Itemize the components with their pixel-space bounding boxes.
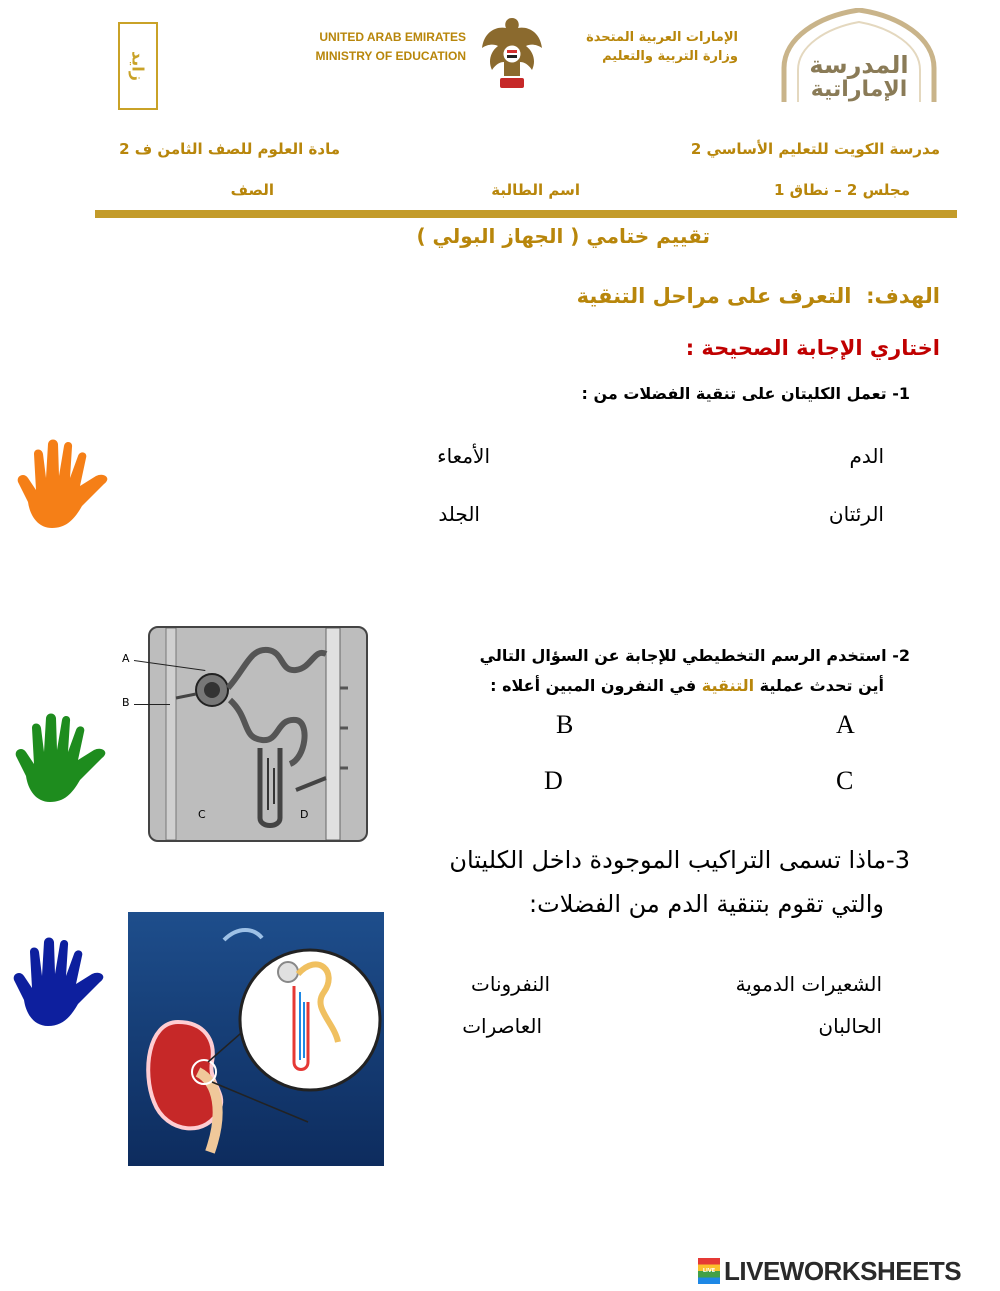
header-divider (95, 210, 957, 218)
moe-ar-line2: وزارة التربية والتعليم (602, 49, 738, 64)
q2-line2 (440, 676, 884, 695)
moe-arabic (548, 28, 738, 66)
nephron-diagram (118, 622, 368, 846)
class-label: الصف (230, 181, 274, 199)
green-hand-icon[interactable] (10, 710, 120, 810)
footer-brand: LIVEWORKSHEETS (724, 1255, 962, 1286)
orange-hand-icon[interactable] (12, 436, 122, 536)
q1-text: 1- تعمل الكليتان على تنقية الفضلات من : (581, 384, 910, 403)
moe-en-line2: MINISTRY OF EDUCATION (315, 49, 466, 63)
q1-option-3[interactable]: الرئتان (828, 502, 884, 526)
q1-option-1[interactable]: الدم (849, 444, 884, 468)
q2-line2-c: في النفرون المبين أعلاه : (490, 676, 702, 695)
instruction: اختاري الإجابة الصحيحة : (685, 336, 940, 360)
q2-option-c[interactable]: C (836, 766, 854, 795)
label-d: D (300, 808, 309, 821)
moe-ar-line1: الإمارات العربية المتحدة (586, 30, 738, 45)
q2-option-d[interactable]: D (544, 766, 563, 795)
zayed-logo-text: زايد (128, 51, 148, 81)
q2-line2-a: أين تحدث عملية (754, 676, 884, 695)
q3-line2: والتي تقوم بتنقية الدم من الفضلات: (529, 890, 884, 918)
label-c: C (198, 808, 206, 821)
council-label: مجلس 2 – نطاق 1 (774, 181, 910, 199)
moe-en-line1: UNITED ARAB EMIRATES (319, 30, 466, 44)
q2-option-b[interactable]: B (556, 710, 574, 739)
liveworksheets-logo (698, 1256, 961, 1286)
moe-english (270, 28, 466, 66)
blue-hand-icon[interactable] (8, 934, 118, 1034)
q3-option-2[interactable]: النفرونات (471, 972, 550, 996)
q2-option-a[interactable]: A (836, 710, 855, 739)
goal-text: التعرف على مراحل التنقية (576, 284, 852, 308)
q3-line1: 3-ماذا تسمى التراكيب الموجودة داخل الكليتان (449, 846, 910, 874)
logo-text-line2: الإماراتية (810, 77, 908, 102)
goal (560, 284, 940, 308)
q2-line2-highlight: التنقية (701, 676, 755, 695)
subject-label: مادة العلوم للصف الثامن ف 2 (119, 140, 340, 158)
kidney-illustration (128, 912, 384, 1166)
page-title: تقييم ختامي ( الجهاز البولي ) (416, 224, 710, 248)
q2-line1: 2- استخدم الرسم التخطيطي للإجابة عن السؤال التالي (479, 646, 910, 665)
school-name: مدرسة الكويت للتعليم الأساسي 2 (690, 140, 940, 158)
logo-text-line1: المدرسة (809, 51, 909, 79)
label-a: A (122, 652, 130, 665)
q3-option-3[interactable]: الحالبان (818, 1014, 882, 1038)
zayed-logo (118, 22, 158, 110)
student-name-label: اسم الطالبة (491, 181, 580, 199)
uae-emblem (478, 14, 546, 94)
label-b: B (122, 696, 130, 709)
emirati-school-logo (778, 8, 940, 104)
live-badge-icon: LIVE (698, 1258, 720, 1284)
q1-option-2[interactable]: الأمعاء (437, 444, 490, 468)
goal-label: الهدف: (866, 284, 940, 308)
q3-option-1[interactable]: الشعيرات الدموية (735, 972, 882, 996)
q3-option-4[interactable]: العاصرات (462, 1014, 542, 1038)
q1-option-4[interactable]: الجلد (438, 502, 480, 526)
